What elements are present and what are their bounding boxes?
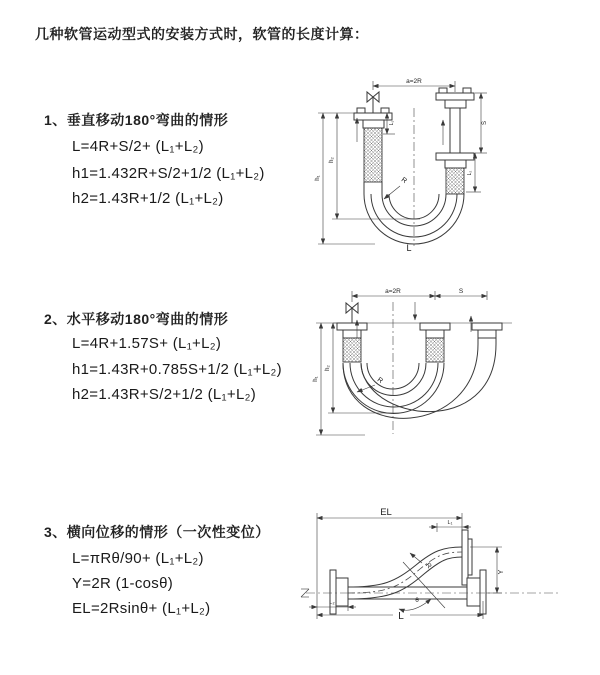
section-2-formula-h1: h1=1.43R+0.785S+1/2 (L₁+L₂) xyxy=(72,361,282,378)
dim-y-label: Y xyxy=(498,569,505,575)
left-flange xyxy=(330,570,348,614)
section-1-formula-h1: h1=1.432R+S/2+1/2 (L₁+L₂) xyxy=(72,165,265,182)
dim-s-label: S xyxy=(482,120,488,126)
dim-l1-label: L₂ xyxy=(329,600,335,606)
valve-icon xyxy=(367,92,379,113)
section-3-formula-EL: EL=2Rsinθ+ (L₁+L₂) xyxy=(72,600,211,617)
section-3-formula-Y: Y=2R (1-cosθ) xyxy=(72,575,174,592)
dim-l-label: L xyxy=(398,611,404,622)
dim-l2-label: L₁ xyxy=(447,520,453,526)
page-title: 几种软管运动型式的安装方式时，软管的长度计算： xyxy=(35,26,369,42)
right-flange-lower xyxy=(436,153,474,168)
radius-label: R xyxy=(375,376,384,386)
section-3-formula-L: L=πRθ/90+ (L₁+L₂) xyxy=(72,550,204,567)
dim-a2r-label: a=2R xyxy=(406,78,422,85)
length-label: L xyxy=(406,243,412,253)
hose-u-bend xyxy=(343,363,444,414)
dim-h2-label: h₂ xyxy=(329,157,335,163)
right-braid-hose xyxy=(446,168,464,194)
dim-a2r-label: a=2R xyxy=(385,288,401,295)
shifted-flange xyxy=(472,323,502,338)
middle-flange xyxy=(420,323,450,338)
valve-icon xyxy=(346,303,358,323)
section-2-formula-L: L=4R+1.57S+ (L₁+L₂) xyxy=(72,335,222,352)
dim-l1-label: L₁ xyxy=(389,120,395,126)
radius-label: R xyxy=(423,561,433,571)
section-1-formula-L: L=4R+S/2+ (L₁+L₂) xyxy=(72,138,204,155)
left-braid-hose xyxy=(343,338,361,362)
dim-s-label: S xyxy=(458,288,464,295)
left-braid-hose xyxy=(364,128,382,182)
section-1-formula-h2: h2=1.43R+1/2 (L₁+L₂) xyxy=(72,190,224,207)
radius-label: R xyxy=(399,176,408,186)
dim-el-label: EL xyxy=(380,507,392,518)
section-2-heading: 2、水平移动180°弯曲的情形 xyxy=(44,311,229,327)
diagram-lateral-displacement xyxy=(298,503,568,628)
dim-h1-label: h₁ xyxy=(313,376,319,382)
dim-h1-label: h₁ xyxy=(315,175,321,181)
hose-s-curve xyxy=(348,547,462,599)
displaced-flange xyxy=(462,530,472,585)
left-flange xyxy=(337,323,367,338)
middle-braid-hose xyxy=(426,338,444,362)
diagram-horizontal-180-bend xyxy=(305,282,540,457)
section-1-heading: 1、垂直移动180°弯曲的情形 xyxy=(44,112,229,128)
diagram-vertical-180-bend xyxy=(305,70,520,253)
dim-l2-label: L₂ xyxy=(467,170,473,176)
section-3-heading: 3、横向位移的情形（一次性变位） xyxy=(44,524,270,540)
section-2-formula-h2: h2=1.43R+S/2+1/2 (L₁+L₂) xyxy=(72,386,257,403)
dim-theta-label: θ xyxy=(415,597,419,604)
dim-h2-label: h₂ xyxy=(325,365,331,371)
